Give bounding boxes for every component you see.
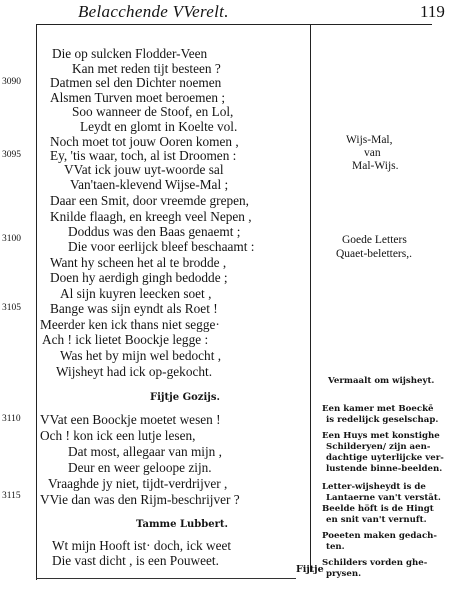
margin-note-gothic: Een Huys met konstighe — [322, 431, 440, 441]
verse-line: Bange was sijn eyndt als Roet ! — [50, 301, 218, 316]
verse-line: Dat most, allegaar van mijn , — [68, 444, 222, 459]
margin-note-gothic: prysen. — [326, 569, 362, 579]
verse-line: Die vast dicht , is een Pouweet. — [52, 553, 219, 568]
margin-note: Quaet-beletters,. — [336, 248, 412, 260]
verse-line: Deur en weer geloope zijn. — [68, 460, 212, 475]
line-number: 3090 — [2, 77, 21, 87]
frame-left-rule — [36, 24, 37, 580]
verse-line: Datmen sel den Dichter noemen — [50, 75, 222, 90]
margin-note: Goede Letters — [342, 234, 407, 246]
verse-line: Och ! kon ick een lutje lesen, — [40, 428, 196, 443]
verse-line: Al sijn kuyren leecken soet , — [60, 286, 212, 301]
verse-line: Vraaghde jy niet, tijdt-verdrijver , — [48, 476, 228, 491]
catchword: Fijtje — [296, 564, 324, 575]
margin-note-gothic: Lantaerne van't verstāt. — [326, 493, 441, 503]
verse-line: Wt mijn Hooft ist· doch, ick weet — [52, 538, 232, 553]
verse-line: Doddus was den Baas genaemt ; — [68, 224, 241, 239]
speaker-name: Fijtje Gozijs. — [150, 392, 221, 403]
margin-note-gothic: en snit van't vernuft. — [326, 515, 427, 525]
verse-line: Wijsheyt had ick op-gekocht. — [56, 364, 213, 379]
margin-note-gothic: Letter-wijsheydt is de — [322, 482, 426, 492]
margin-note-gothic: Vermaalt om wijsheyt. — [328, 376, 435, 386]
verse-line: Ach ! ick lietet Boockje legge : — [42, 332, 209, 347]
line-number: 3110 — [2, 414, 21, 424]
verse-line: Soo wanneer de Stoof, en Lol, — [72, 104, 234, 119]
margin-note-gothic: Poeeten maken gedach- — [322, 531, 437, 541]
verse-line: Ey, 'tis waar, toch, al ist Droomen : — [50, 148, 237, 163]
margin-note-gothic: ten. — [326, 542, 345, 552]
verse-line: Van'taen-klevend Wijse-Mal ; — [70, 177, 229, 192]
verse-line: Want hy scheen het al te brodde , — [50, 255, 227, 270]
verse-line: Kan met reden tijt besteen ? — [72, 61, 221, 76]
page-number: 119 — [420, 2, 445, 21]
margin-note: Wijs-Mal, — [346, 134, 393, 146]
speaker-name: Tamme Lubbert. — [136, 519, 228, 530]
verse-line: Was het by mijn wel bedocht , — [60, 348, 222, 363]
verse-line: Die voor eerlijck bleef beschaamt : — [68, 239, 255, 254]
verse-line: Leydt en glomt in Koelte vol. — [80, 119, 238, 134]
verse-line: Knilde flaagh, en kreegh veel Nepen , — [50, 209, 252, 224]
margin-divider-rule — [310, 24, 311, 572]
verse-line: Daar een Smit, door vreemde grepen, — [50, 193, 250, 208]
margin-note-gothic: lustende binne-beelden. — [326, 464, 443, 474]
frame-top-rule — [36, 24, 432, 25]
line-number: 3100 — [2, 234, 21, 244]
frame-bottom-rule — [36, 578, 296, 579]
verse-line: Meerder ken ick thans niet segge· — [40, 317, 220, 332]
margin-note-gothic: Beelde höft is de Hingt — [322, 504, 434, 514]
verse-line: Noch moet tot jouw Ooren komen , — [50, 134, 239, 149]
verse-line: VVie dan was den Rijm-beschrijver ? — [40, 492, 240, 507]
margin-note: van — [364, 147, 381, 159]
line-number: 3105 — [2, 303, 21, 313]
verse-line: Alsmen Turven moet beroemen ; — [50, 90, 226, 105]
line-number: 3095 — [2, 150, 21, 160]
verse-line: VVat een Boockje moetet wesen ! — [40, 412, 221, 427]
margin-note-gothic: Een kamer met Boeckē — [322, 404, 434, 414]
running-title: Belacchende VVerelt. — [78, 2, 229, 21]
verse-line: VVat ick jouw uyt-woorde sal — [64, 162, 224, 177]
margin-note-gothic: Schilderyen/ zijn aen- — [326, 442, 431, 452]
margin-note-gothic: Schilders vorden ghe- — [322, 558, 428, 568]
margin-note-gothic: is redelijck geselschap. — [326, 415, 439, 425]
margin-note-gothic: dachtige uyterlijcke ver- — [326, 453, 444, 463]
line-number: 3115 — [2, 491, 21, 501]
verse-line: Doen hy aerdigh gingh bedodde ; — [50, 270, 228, 285]
verse-line: Die op sulcken Flodder-Veen — [52, 46, 208, 61]
margin-note: Mal-Wijs. — [352, 160, 399, 172]
